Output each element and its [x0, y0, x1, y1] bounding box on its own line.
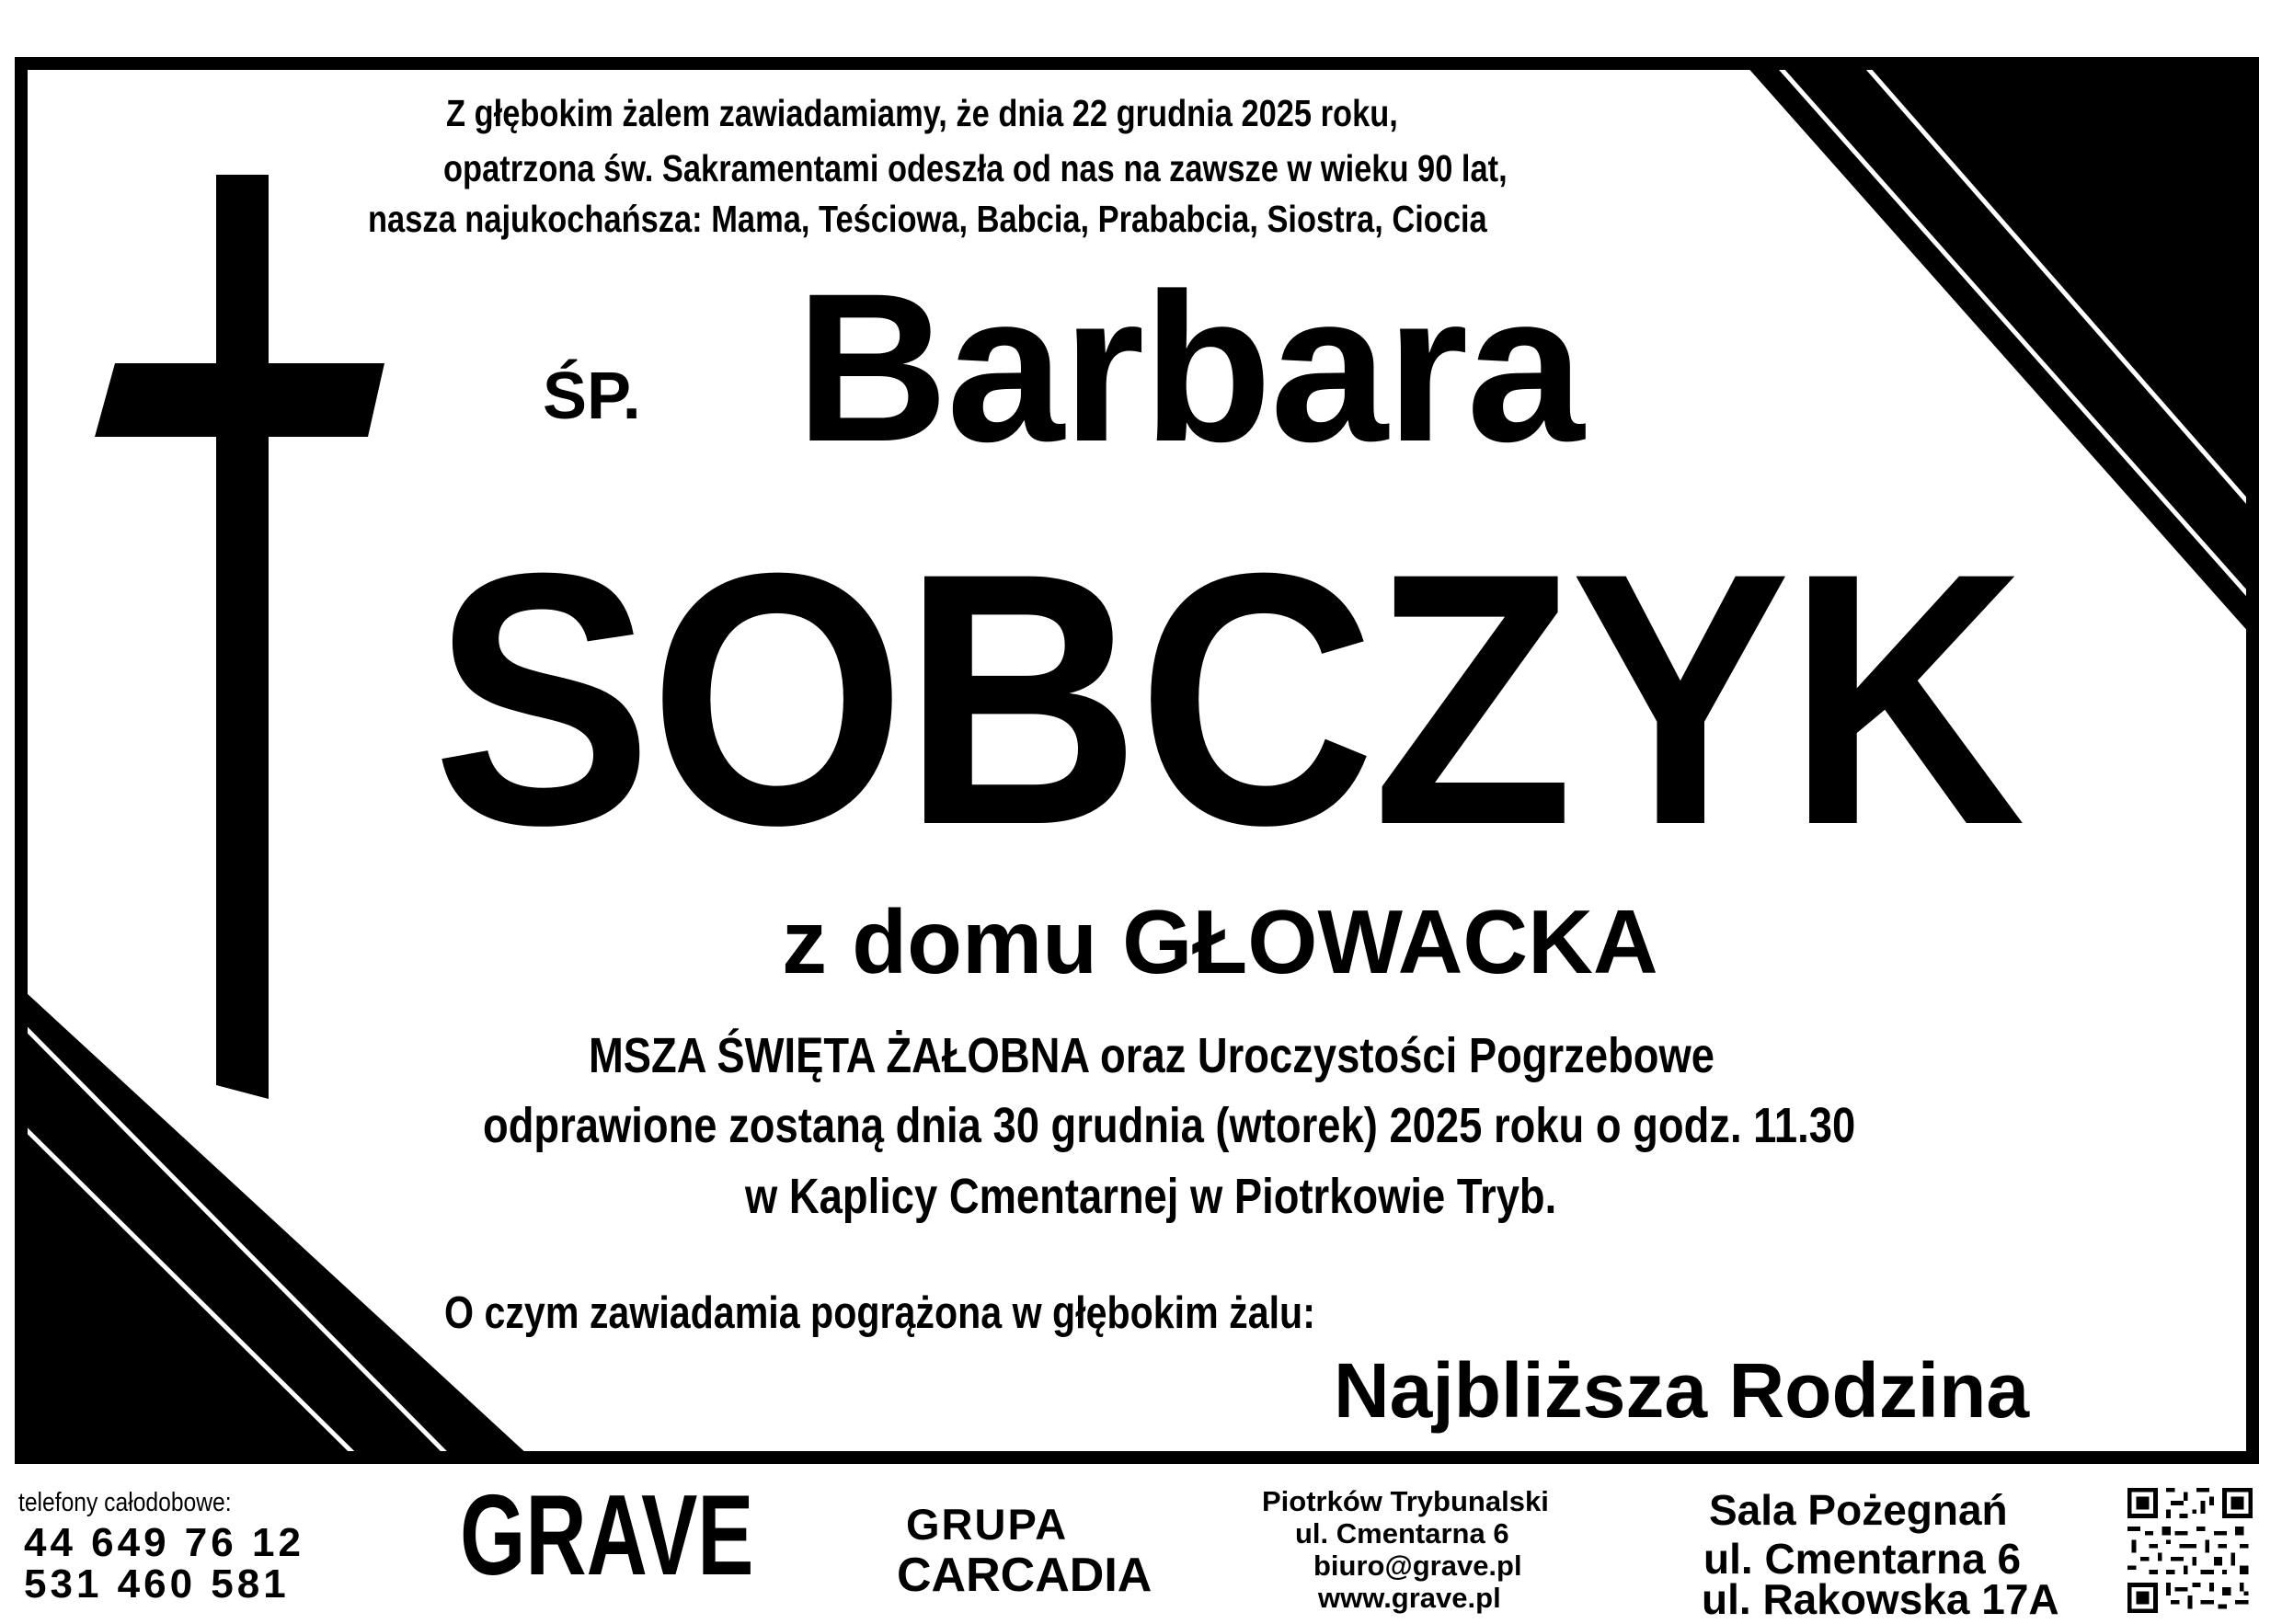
hall-address-1: ul. Cmentarna 6: [1703, 1535, 2022, 1583]
intro-line-1: Z głębokim żalem zawiadamiamy, że dnia 22 grudnia 2025 roku,: [446, 92, 1398, 134]
address-city: Piotrków Trybunalski: [1262, 1485, 1549, 1517]
phones-label: telefony całodobowe:: [18, 1488, 232, 1517]
hall-title: Sala Pożegnań: [1709, 1486, 2008, 1534]
phone-number-1: 44 649 76 12: [24, 1520, 304, 1565]
group-name-line-2: CARCADIA: [897, 1549, 1152, 1602]
mass-line-2: odprawione zostaną dnia 30 grudnia (wtorek) 2025 roku o godz. 11.30: [483, 1098, 1856, 1153]
address-street: ul. Cmentarna 6: [1295, 1517, 1509, 1550]
hall-address-2: ul. Rakowska 17A: [1702, 1575, 2059, 1623]
contact-email: biuro@grave.pl: [1313, 1550, 1522, 1582]
intro-line-2: opatrzona św. Sakramentami odeszła od nas na zawsze w wieku 90 lat,: [443, 147, 1508, 189]
intro-line-3: nasza najukochańsza: Mama, Teściowa, Babcia, Prababcia, Siostra, Ciocia: [368, 198, 1487, 240]
company-logo-grave: GRAVE: [460, 1472, 754, 1599]
family-signature: Najbliższa Rodzina: [1334, 1347, 2030, 1434]
group-name-line-1: GRUPA: [906, 1500, 1069, 1549]
contact-website: www.grave.pl: [1318, 1582, 1501, 1614]
deceased-surname: SOBCZYK: [432, 498, 2023, 899]
deceased-first-name: Barbara: [796, 249, 1583, 486]
qr-code-icon: [2127, 1488, 2253, 1613]
mass-line-1: MSZA ŚWIĘTA ŻAŁOBNA oraz Uroczystości Pogrzebowe: [589, 1028, 1714, 1083]
mass-line-3: w Kaplicy Cmentarnej w Piotrkowie Tryb.: [745, 1169, 1557, 1224]
closing-notice: O czym zawiadamia pogrążona w głębokim żalu:: [444, 1288, 1315, 1338]
deceased-maiden-name: z domu GŁOWACKA: [782, 891, 1658, 992]
bottom-left-mourning-band: [28, 982, 552, 1464]
phone-number-2: 531 460 581: [24, 1561, 290, 1607]
deceased-prefix: ŚP.: [543, 360, 641, 433]
